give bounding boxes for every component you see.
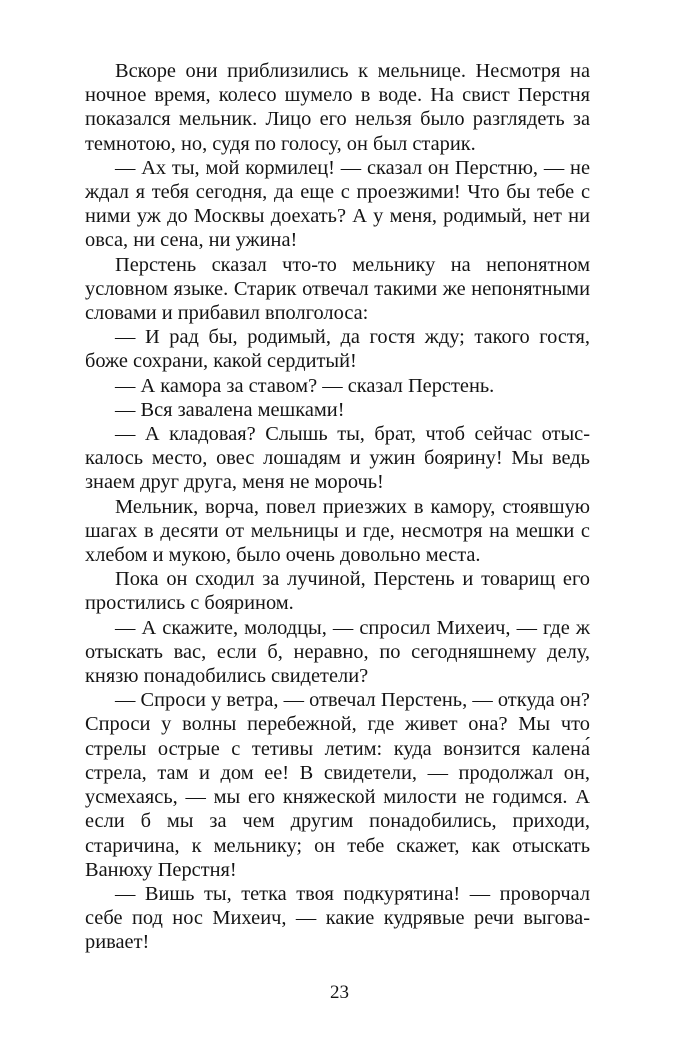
paragraph: — И рад бы, родимый, да гостя жду; такого гостя, боже сохрани, какой сердитый! <box>85 326 590 373</box>
paragraph: — А скажите, молодцы, — спросил Михеич, — где ж отыскать вас, если б, неравно, по сегодняшнему делу, князю понадобились свидетели? <box>85 616 590 688</box>
paragraph: — Вся завалена мешками! <box>115 398 345 421</box>
page-number: 23 <box>330 982 349 1003</box>
paragraph: — Вишь ты, тетка твоя подкурятина! — проворчал себе под нос Михеич, — какие кудрявые речи выговаривает! <box>85 882 590 954</box>
paragraph: — Спроси у ветра, — отвечал Перстень, — откуда он? Спроси у волны перебежной, где живет она? Мы что стрелы острые с тетивы летим: куда вонзится калена́ стрела, там и дом ее! В свидетели, — продолжал он, усмехаясь, — мы его княжеской милости не годимся. А если б мы за чем другим понадобились, приходи, старичина, к мельнику; он тебе скажет, как отыскать Ванюху Перстня! <box>85 689 590 881</box>
paragraph: Мельник, ворча, повел приезжих в камору, стоявшую шагах в десяти от мельницы и где, несмотря на мешки с хлебом и мукою, было очень довольно места. <box>85 495 590 567</box>
paragraph: Вскоре они приблизились к мельнице. Несмотря на ночное время, колесо шумело в воде. На свист Перстня показался мельник. Лицо его нельзя было разглядеть за темнотою, но, судя по голосу, он был старик. <box>85 60 590 155</box>
paragraph: Перстень сказал что-то мельнику на непонятном условном языке. Старик отвечал такими же непонятными словами и прибавил вполголоса: <box>85 253 590 325</box>
paragraph: — А кладовая? Слышь ты, брат, чтоб сейчас отыскалось место, овес лошадям и ужин боярину! Мы ведь знаем друг друга, меня не морочь! <box>85 423 590 494</box>
paragraph: — А камора за ставом? — сказал Перстень. <box>115 374 495 397</box>
book-page-text <box>85 59 590 955</box>
paragraph: — Ах ты, мой кормилец! — сказал он Перстню, — не ждал я тебя сегодня, да еще с проезжими! Что бы тебе с ними уж до Москвы доехать? А у меня, родимый, нет ни овса, ни сена, ни ужина! <box>85 156 590 252</box>
paragraph: Пока он сходил за лучиной, Перстень и товарищ его простились с боярином. <box>85 568 590 615</box>
